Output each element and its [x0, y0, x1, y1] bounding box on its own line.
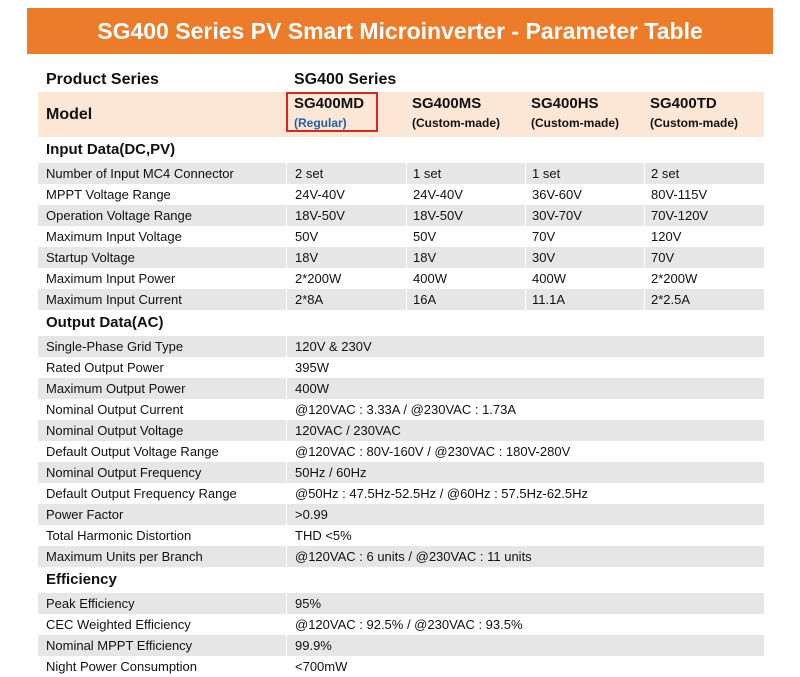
- product-series-label: Product Series: [46, 71, 159, 88]
- model-name: SG400HS: [531, 95, 599, 112]
- row-label: Maximum Units per Branch: [46, 549, 203, 564]
- cell-value: 11.1A: [525, 289, 644, 310]
- model-name: SG400MS: [412, 95, 482, 112]
- table-row: [38, 462, 764, 483]
- table-row: [38, 441, 764, 462]
- cell-value: 120VAC / 230VAC: [286, 420, 764, 441]
- cell-value: 1 set: [525, 163, 644, 184]
- cell-value: 2*200W: [644, 268, 764, 289]
- model-name: SG400MD: [294, 95, 365, 112]
- cell-value: @50Hz : 47.5Hz-52.5Hz / @60Hz : 57.5Hz-62.5Hz: [286, 483, 764, 504]
- cell-value: @120VAC : 3.33A / @230VAC : 1.73A: [286, 399, 764, 420]
- model-note: (Custom-made): [650, 116, 739, 130]
- cell-value: 30V-70V: [525, 205, 644, 226]
- cell-value: @120VAC : 80V-160V / @230VAC : 180V-280V: [286, 441, 764, 462]
- row-label: Default Output Voltage Range: [46, 444, 219, 459]
- model-label: Model: [46, 106, 93, 123]
- cell-value: 16A: [406, 289, 525, 310]
- table-row: [38, 635, 764, 656]
- cell-value: 18V-50V: [286, 205, 406, 226]
- cell-value: 50V: [286, 226, 406, 247]
- section-heading-output: Output Data(AC): [46, 314, 164, 331]
- row-label: Operation Voltage Range: [46, 208, 192, 223]
- model-note: (Regular): [294, 116, 347, 130]
- cell-value: 1 set: [406, 163, 525, 184]
- cell-value: @120VAC : 6 units / @230VAC : 11 units: [286, 546, 764, 567]
- row-label: Maximum Output Power: [46, 381, 186, 396]
- product-series-value: SG400 Series: [294, 71, 397, 88]
- table-row: [38, 268, 764, 289]
- cell-value: 400W: [525, 268, 644, 289]
- cell-value: 120V: [644, 226, 764, 247]
- cell-value: 2*2.5A: [644, 289, 764, 310]
- parameter-table: [38, 68, 764, 677]
- cell-value: 95%: [286, 593, 764, 614]
- model-sg400ms: [406, 92, 525, 137]
- table-row: [38, 336, 764, 357]
- table-row: [38, 656, 764, 677]
- table-row: [38, 247, 764, 268]
- model-name: SG400TD: [650, 95, 717, 112]
- model-row: [38, 92, 764, 137]
- row-label: MPPT Voltage Range: [46, 187, 171, 202]
- table-row: [38, 163, 764, 184]
- table-row: [38, 226, 764, 247]
- product-series-row: [38, 68, 764, 92]
- row-label: Startup Voltage: [46, 250, 135, 265]
- row-label: Nominal Output Voltage: [46, 423, 184, 438]
- row-label: Single-Phase Grid Type: [46, 339, 184, 354]
- cell-value: 2 set: [286, 163, 406, 184]
- page-title-banner: [27, 8, 773, 54]
- model-note: (Custom-made): [412, 116, 501, 130]
- cell-value: 36V-60V: [525, 184, 644, 205]
- row-label: Power Factor: [46, 507, 124, 522]
- table-row: [38, 504, 764, 525]
- model-sg400md: [286, 92, 406, 137]
- row-label: Nominal Output Frequency: [46, 465, 202, 480]
- model-sg400hs: [525, 92, 644, 137]
- table-row: [38, 546, 764, 567]
- table-row: [38, 357, 764, 378]
- cell-value: 18V: [406, 247, 525, 268]
- row-label: Maximum Input Current: [46, 292, 182, 307]
- row-label: Nominal MPPT Efficiency: [46, 638, 193, 653]
- cell-value: 99.9%: [286, 635, 764, 656]
- row-label: CEC Weighted Efficiency: [46, 617, 191, 632]
- row-label: Peak Efficiency: [46, 596, 135, 611]
- table-row: [38, 525, 764, 546]
- table-row: [38, 289, 764, 310]
- cell-value: 80V-115V: [644, 184, 764, 205]
- cell-value: 50V: [406, 226, 525, 247]
- row-label: Night Power Consumption: [46, 659, 198, 674]
- cell-value: <700mW: [286, 656, 764, 677]
- cell-value: >0.99: [286, 504, 764, 525]
- row-label: Default Output Frequency Range: [46, 486, 237, 501]
- cell-value: 120V & 230V: [286, 336, 764, 357]
- cell-value: 400W: [406, 268, 525, 289]
- cell-value: 70V: [644, 247, 764, 268]
- model-note: (Custom-made): [531, 116, 620, 130]
- row-label: Nominal Output Current: [46, 402, 184, 417]
- cell-value: 70V: [525, 226, 644, 247]
- table-row: [38, 184, 764, 205]
- table-row: [38, 593, 764, 614]
- row-label: Maximum Input Voltage: [46, 229, 182, 244]
- cell-value: 50Hz / 60Hz: [286, 462, 764, 483]
- model-sg400td: [644, 92, 764, 137]
- row-label: Maximum Input Power: [46, 271, 176, 286]
- section-heading-input: Input Data(DC,PV): [46, 141, 176, 158]
- cell-value: @120VAC : 92.5% / @230VAC : 93.5%: [286, 614, 764, 635]
- cell-value: 2*200W: [286, 268, 406, 289]
- cell-value: 30V: [525, 247, 644, 268]
- cell-value: 400W: [286, 378, 764, 399]
- cell-value: 395W: [286, 357, 764, 378]
- row-label: Total Harmonic Distortion: [46, 528, 192, 543]
- row-label: Number of Input MC4 Connector: [46, 166, 234, 181]
- table-row: [38, 205, 764, 226]
- cell-value: 24V-40V: [286, 184, 406, 205]
- cell-value: THD <5%: [286, 525, 764, 546]
- page-title: SG400 Series PV Smart Microinverter - Parameter Table: [97, 17, 703, 44]
- cell-value: 70V-120V: [644, 205, 764, 226]
- section-heading-efficiency: Efficiency: [46, 571, 117, 588]
- cell-value: 18V: [286, 247, 406, 268]
- cell-value: 18V-50V: [406, 205, 525, 226]
- cell-value: 2 set: [644, 163, 764, 184]
- table-row: [38, 399, 764, 420]
- row-label: Rated Output Power: [46, 360, 164, 375]
- table-row: [38, 378, 764, 399]
- cell-value: 2*8A: [286, 289, 406, 310]
- table-row: [38, 483, 764, 504]
- table-row: [38, 420, 764, 441]
- cell-value: 24V-40V: [406, 184, 525, 205]
- table-row: [38, 614, 764, 635]
